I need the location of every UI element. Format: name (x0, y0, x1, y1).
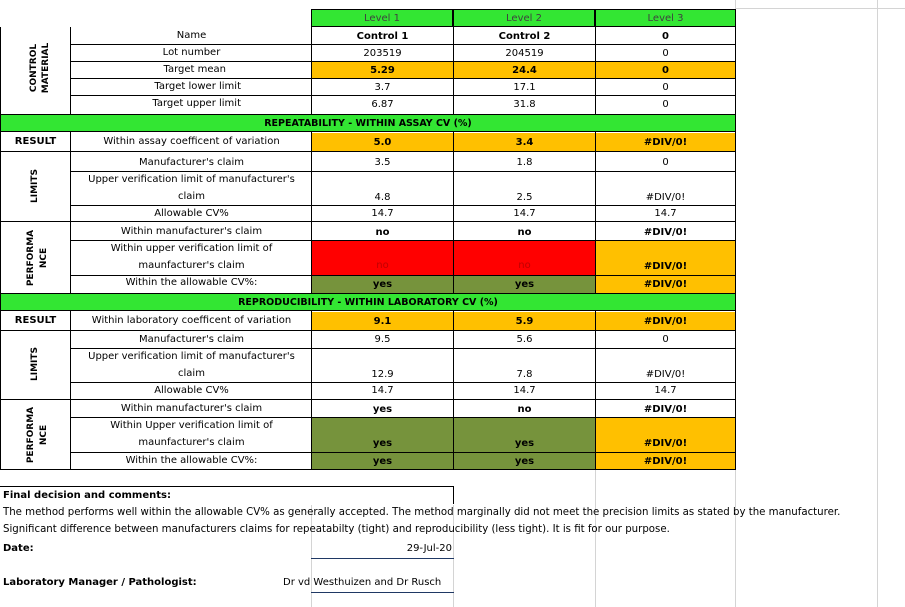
rep-perf-claim-l2[interactable]: no (517, 227, 532, 238)
repro-limit-upper-label: Upper verification limit of manufacturer's (88, 351, 295, 362)
control-side-label: CONTROL (29, 43, 39, 93)
repro-limit-upper-label-2: claim (178, 368, 205, 379)
date-label: Date: (3, 543, 34, 554)
rep-limit-upper-l1[interactable]: 4.8 (374, 192, 391, 203)
rep-perf-claim-l1[interactable]: no (375, 227, 390, 238)
reproducibility-performance-label-1: PERFORMA (26, 406, 36, 464)
rep-perf-upper-l1[interactable]: no (312, 241, 453, 275)
row-label-name: Name (176, 30, 207, 41)
repro-perf-allow-l2[interactable]: yes (454, 453, 595, 469)
repro-perf-upper-l2[interactable]: yes (454, 418, 595, 452)
reproducibility-performance-label-2: NCE (39, 424, 49, 446)
reproducibility-limits-label: LIMITS (30, 347, 40, 382)
cell-name-l2[interactable]: Control 2 (498, 31, 551, 42)
rep-limit-claim-label: Manufacturer's claim (138, 157, 245, 168)
repeatability-title: REPEATABILITY - WITHIN ASSAY CV (%) (0, 114, 736, 132)
manager-label: Laboratory Manager / Pathologist: (3, 577, 197, 588)
rep-result-l1[interactable]: 5.0 (312, 133, 453, 151)
repro-result-l2[interactable]: 5.9 (454, 312, 595, 330)
material-side-label: MATERIAL (41, 42, 51, 94)
cell-target-lower-l1[interactable]: 3.7 (374, 82, 391, 93)
cell-name-l1[interactable]: Control 1 (356, 31, 409, 42)
rep-limit-upper-l2[interactable]: 2.5 (516, 192, 533, 203)
manager-value[interactable]: Dr vd Westhuizen and Dr Rusch (283, 577, 442, 588)
rep-limit-allow-l2[interactable]: 14.7 (513, 208, 536, 219)
level-3-header[interactable]: Level 3 (595, 9, 736, 27)
repro-perf-claim-l1[interactable]: yes (372, 404, 393, 415)
level-2-header[interactable]: Level 2 (453, 9, 595, 27)
repro-limit-upper-l3[interactable]: #DIV/0! (645, 369, 686, 380)
rep-perf-allow-l3[interactable]: #DIV/0! (596, 276, 735, 293)
repeatability-result-label: RESULT (14, 136, 57, 147)
repro-limit-claim-l3[interactable]: 0 (662, 334, 669, 345)
repro-limit-allow-l1[interactable]: 14.7 (371, 385, 394, 396)
repro-perf-upper-l1[interactable]: yes (312, 418, 453, 452)
rep-limit-allow-l1[interactable]: 14.7 (371, 208, 394, 219)
reproducibility-result-label: RESULT (14, 315, 57, 326)
comment-line-1[interactable]: The method performs well within the allowable CV% as generally accepted. The method marginally did not meet the precision limits as stated by the manufacturer. (3, 507, 841, 518)
rep-result-l2[interactable]: 3.4 (454, 133, 595, 151)
repro-limit-upper-l2[interactable]: 7.8 (516, 369, 533, 380)
rep-perf-upper-l3[interactable]: #DIV/0! (596, 241, 735, 275)
row-label-target-upper: Target upper limit (152, 98, 241, 109)
rep-limit-upper-l3[interactable]: #DIV/0! (645, 192, 686, 203)
repro-limit-claim-l1[interactable]: 9.5 (374, 334, 391, 345)
cell-lot-l2[interactable]: 204519 (505, 48, 544, 59)
repro-result-l1[interactable]: 9.1 (312, 312, 453, 330)
cell-name-l3[interactable]: 0 (662, 31, 669, 42)
row-label-target-lower: Target lower limit (154, 81, 241, 92)
repro-perf-claim-label: Within manufacturer's claim (120, 403, 263, 414)
rep-perf-allow-l1[interactable]: yes (312, 276, 453, 293)
repro-perf-upper-label: Within Upper verification limit of (110, 420, 273, 431)
rep-perf-allow-l2[interactable]: yes (454, 276, 595, 293)
level-1-header[interactable]: Level 1 (311, 9, 453, 27)
rep-limit-upper-label-2: claim (178, 191, 205, 202)
repro-limit-upper-l1[interactable]: 12.9 (371, 369, 394, 380)
repro-limit-allow-l3[interactable]: 14.7 (654, 385, 677, 396)
cell-lot-l1[interactable]: 203519 (363, 48, 402, 59)
cell-target-mean-l2[interactable]: 24.4 (454, 62, 595, 78)
rep-perf-upper-l2[interactable]: no (454, 241, 595, 275)
repro-limit-claim-l2[interactable]: 5.6 (516, 334, 533, 345)
cell-target-mean-l3[interactable]: 0 (596, 62, 735, 78)
rep-perf-allow-label: Within the allowable CV%: (125, 277, 258, 288)
rep-perf-upper-label: Within upper verification limit of (110, 243, 273, 254)
repro-perf-claim-l3[interactable]: #DIV/0! (643, 404, 688, 415)
repro-perf-claim-l2[interactable]: no (517, 404, 532, 415)
repeatability-performance-label-1: PERFORMA (26, 229, 36, 287)
rep-limit-allow-label: Allowable CV% (154, 208, 229, 219)
repeatability-limits-label: LIMITS (30, 169, 40, 204)
repro-limit-allow-label: Allowable CV% (154, 385, 229, 396)
repro-perf-allow-l3[interactable]: #DIV/0! (596, 453, 735, 469)
row-label-target-mean: Target mean (163, 64, 226, 75)
repro-perf-allow-label: Within the allowable CV%: (125, 455, 258, 466)
comment-line-2[interactable]: Significant difference between manufacturers claims for repeatabilty (tight) and reproducibility (less tight). It is fit for our purpose. (3, 524, 670, 535)
reproducibility-title: REPRODUCIBILITY - WITHIN LABORATORY CV (%) (0, 293, 736, 311)
row-label-lot: Lot number (162, 47, 221, 58)
rep-limit-allow-l3[interactable]: 14.7 (654, 208, 677, 219)
rep-perf-upper-label-2: maunfacturer's claim (138, 260, 245, 271)
repro-limit-claim-label: Manufacturer's claim (138, 334, 245, 345)
rep-limit-upper-label: Upper verification limit of manufacturer's (88, 174, 295, 185)
cell-target-lower-l3[interactable]: 0 (662, 82, 669, 93)
rep-limit-claim-l1[interactable]: 3.5 (374, 157, 391, 168)
rep-limit-claim-l3[interactable]: 0 (662, 157, 669, 168)
repro-limit-allow-l2[interactable]: 14.7 (513, 385, 536, 396)
rep-perf-claim-label: Within manufacturer's claim (120, 226, 263, 237)
repro-perf-allow-l1[interactable]: yes (312, 453, 453, 469)
cell-target-upper-l3[interactable]: 0 (662, 99, 669, 110)
rep-perf-claim-l3[interactable]: #DIV/0! (643, 227, 688, 238)
date-value[interactable]: 29-Jul-20 (406, 543, 452, 554)
repro-result-l3[interactable]: #DIV/0! (596, 312, 735, 330)
repeatability-performance-label-2: NCE (39, 247, 49, 269)
cell-lot-l3[interactable]: 0 (662, 48, 669, 59)
repeatability-result-row-label: Within assay coefficent of variation (103, 136, 280, 147)
final-decision-label: Final decision and comments: (3, 490, 171, 501)
cell-target-upper-l1[interactable]: 6.87 (371, 99, 394, 110)
reproducibility-result-row-label: Within laboratory coefficent of variation (91, 315, 292, 326)
cell-target-lower-l2[interactable]: 17.1 (513, 82, 536, 93)
cell-target-upper-l2[interactable]: 31.8 (513, 99, 536, 110)
rep-limit-claim-l2[interactable]: 1.8 (516, 157, 533, 168)
repro-perf-upper-l3[interactable]: #DIV/0! (596, 418, 735, 452)
rep-result-l3[interactable]: #DIV/0! (596, 133, 735, 151)
cell-target-mean-l1[interactable]: 5.29 (312, 62, 453, 78)
repro-perf-upper-label-2: maunfacturer's claim (138, 437, 245, 448)
